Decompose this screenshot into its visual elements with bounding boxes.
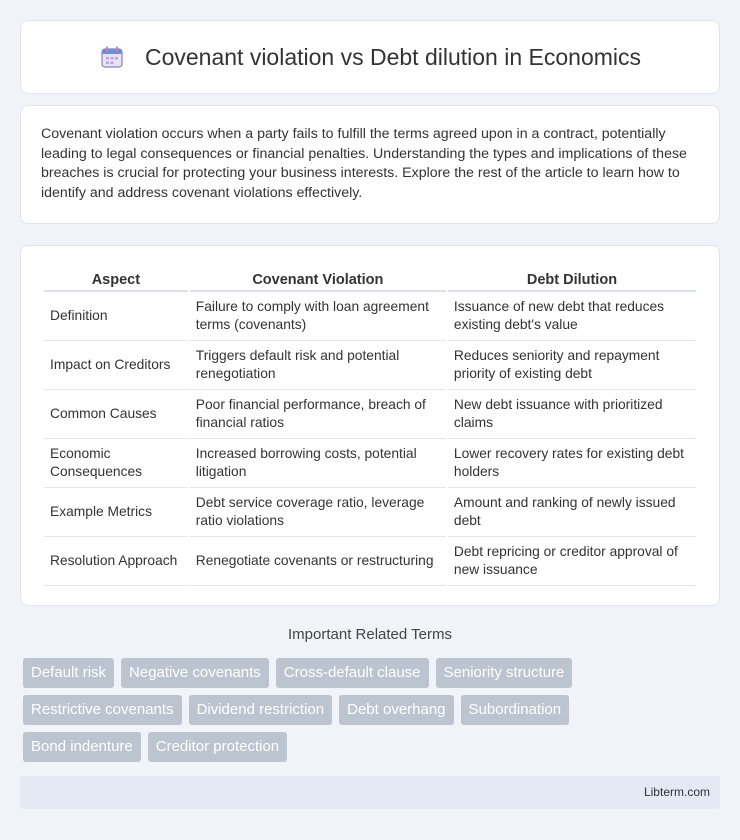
row-covenant-violation: Debt service coverage ratio, leverage ratio violations	[190, 488, 446, 537]
tag-row	[23, 695, 723, 725]
tag-dividend-restriction[interactable]: Dividend restriction	[189, 695, 333, 725]
header-debt-dilution: Debt Dilution	[448, 266, 696, 292]
row-covenant-violation: Increased borrowing costs, potential litigation	[190, 439, 446, 488]
tag-cross-default-clause[interactable]: Cross-default clause	[276, 658, 429, 688]
row-aspect: Impact on Creditors	[44, 341, 188, 390]
row-debt-dilution: New debt issuance with prioritized claims	[448, 390, 696, 439]
row-covenant-violation: Poor financial performance, breach of financial ratios	[190, 390, 446, 439]
tag-creditor-protection[interactable]: Creditor protection	[148, 732, 287, 762]
header-covenant-violation: Covenant Violation	[190, 266, 446, 292]
table-row	[44, 390, 696, 439]
row-covenant-violation: Renegotiate covenants or restructuring	[190, 537, 446, 586]
row-debt-dilution: Lower recovery rates for existing debt holders	[448, 439, 696, 488]
tag-negative-covenants[interactable]: Negative covenants	[121, 658, 269, 688]
header-aspect: Aspect	[44, 266, 188, 292]
row-covenant-violation: Triggers default risk and potential renegotiation	[190, 341, 446, 390]
tag-restrictive-covenants[interactable]: Restrictive covenants	[23, 695, 182, 725]
table-row	[44, 537, 696, 586]
intro-text: Covenant violation occurs when a party fails to fulfill the terms agreed upon in a contract, potentially leading to legal consequences or financial penalties. Understanding the types and implications of these breaches is crucial for protecting your business interests. Explore the rest of the article to learn how to identify and address covenant violations effectively.	[41, 126, 687, 201]
table-row	[44, 488, 696, 537]
row-aspect: Economic Consequences	[44, 439, 188, 488]
footer	[20, 776, 720, 809]
tag-row	[23, 732, 723, 762]
related-terms-list	[23, 658, 723, 769]
row-debt-dilution: Reduces seniority and repayment priority of existing debt	[448, 341, 696, 390]
header-card	[20, 20, 720, 94]
table-row	[44, 341, 696, 390]
tag-seniority-structure[interactable]: Seniority structure	[436, 658, 573, 688]
table-header-row	[44, 266, 696, 292]
tag-bond-indenture[interactable]: Bond indenture	[23, 732, 141, 762]
tag-subordination[interactable]: Subordination	[461, 695, 570, 725]
table-row	[44, 439, 696, 488]
row-aspect: Example Metrics	[44, 488, 188, 537]
comparison-table	[42, 266, 698, 586]
intro-card	[20, 105, 720, 224]
row-aspect: Common Causes	[44, 390, 188, 439]
row-debt-dilution: Amount and ranking of newly issued debt	[448, 488, 696, 537]
tag-row	[23, 658, 723, 688]
calendar-icon	[99, 44, 125, 70]
tag-debt-overhang[interactable]: Debt overhang	[339, 695, 453, 725]
row-covenant-violation: Failure to comply with loan agreement terms (covenants)	[190, 292, 446, 341]
row-aspect: Resolution Approach	[44, 537, 188, 586]
footer-site-link[interactable]: Libterm.com	[643, 785, 710, 799]
tag-default-risk[interactable]: Default risk	[23, 658, 114, 688]
related-terms-title: Important Related Terms	[288, 626, 452, 643]
comparison-table-card	[20, 245, 720, 606]
row-debt-dilution: Issuance of new debt that reduces existing debt's value	[448, 292, 696, 341]
table-row	[44, 292, 696, 341]
page-title: Covenant violation vs Debt dilution in Economics	[144, 43, 642, 70]
row-debt-dilution: Debt repricing or creditor approval of new issuance	[448, 537, 696, 586]
row-aspect: Definition	[44, 292, 188, 341]
